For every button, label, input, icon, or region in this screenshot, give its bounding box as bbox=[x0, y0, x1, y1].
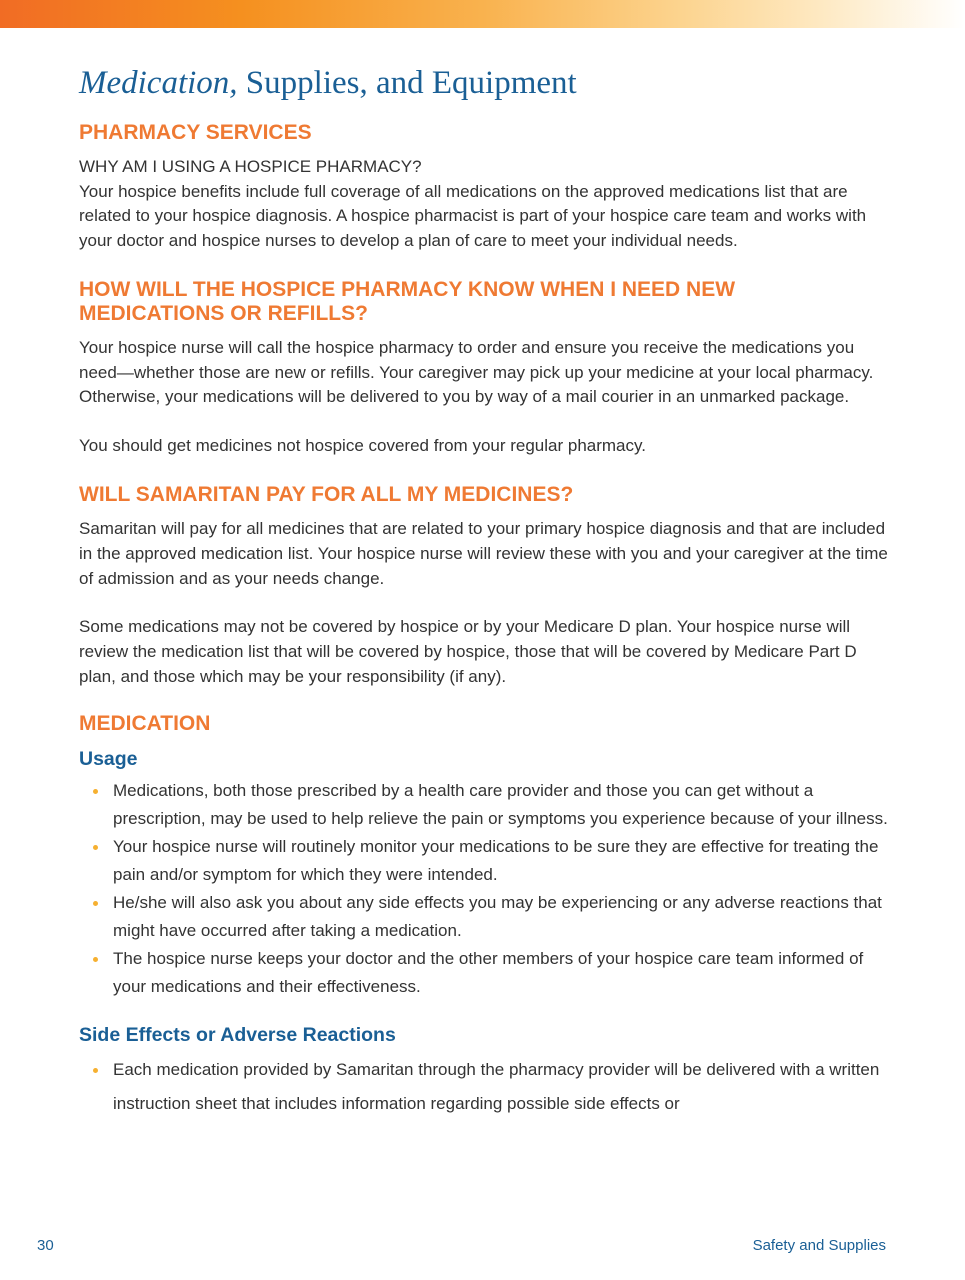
heading-refills-line2: MEDICATIONS OR REFILLS? bbox=[79, 301, 368, 325]
heading-medication: MEDICATION bbox=[79, 711, 211, 735]
heading-refills bbox=[79, 278, 894, 326]
list-item bbox=[79, 1053, 894, 1121]
pharmacy-body: Your hospice benefits include full coverage of all medications on the approved medications list that are related to your hospice diagnosis. A hospice pharmacist is part of your hospice care team and works with your doctor and hospice nurses to develop a plan of care to meet your individual needs. bbox=[79, 181, 867, 251]
heading-side-effects: Side Effects or Adverse Reactions bbox=[79, 1023, 396, 1046]
list-item-text: Each medication provided by Samaritan through the pharmacy provider will be delivered with a written instruction sheet that includes information regarding possible side effects or bbox=[113, 1059, 880, 1113]
page-content bbox=[79, 60, 894, 1121]
page-number: 30 bbox=[37, 1237, 54, 1254]
header-gradient-bar bbox=[0, 0, 965, 28]
side-effects-list bbox=[79, 1053, 894, 1121]
bullet-icon bbox=[93, 1068, 98, 1073]
heading-refills-line1: HOW WILL THE HOSPICE PHARMACY KNOW WHEN I NEED NEW bbox=[79, 277, 736, 301]
list-item bbox=[79, 889, 894, 945]
bullet-icon bbox=[93, 789, 98, 794]
page-title bbox=[79, 60, 894, 106]
list-item-text: He/she will also ask you about any side effects you may be experiencing or any adverse reactions that might have occurred after taking a medication. bbox=[113, 892, 882, 940]
pay-para-1: Samaritan will pay for all medicines that are related to your primary hospice diagnosis and that are included in the approved medication list. Your hospice nurse will review these with you and your caregiver at the time of admission and as your needs change. bbox=[79, 519, 888, 588]
bullet-icon bbox=[93, 901, 98, 906]
heading-usage: Usage bbox=[79, 747, 138, 770]
pay-para-2: Some medications may not be covered by hospice or by your Medicare D plan. Your hospice nurse will review the medication list that will be covered by hospice, those that will be covered by Medicare Part D plan, and those which may be your responsibility (if any). bbox=[79, 617, 857, 687]
list-item bbox=[79, 945, 894, 1001]
footer-section-name: Safety and Supplies bbox=[752, 1237, 886, 1254]
page-title-rest: Supplies, and Equipment bbox=[237, 65, 577, 101]
bullet-icon bbox=[93, 845, 98, 850]
usage-list bbox=[79, 777, 894, 1001]
list-item bbox=[79, 833, 894, 889]
list-item-text: Your hospice nurse will routinely monitor your medications to be sure they are effective for treating the pain and/or symptom for which they were intended. bbox=[113, 836, 879, 884]
page-title-italic: Medication, bbox=[79, 65, 238, 101]
list-item-text: The hospice nurse keeps your doctor and the other members of your hospice care team informed of your medications and their effectiveness. bbox=[113, 948, 864, 996]
refills-para-2: You should get medicines not hospice covered from your regular pharmacy. bbox=[79, 436, 646, 456]
heading-samaritan-pay: WILL SAMARITAN PAY FOR ALL MY MEDICINES? bbox=[79, 483, 574, 507]
heading-pharmacy-services: PHARMACY SERVICES bbox=[79, 121, 312, 144]
list-item-text: Medications, both those prescribed by a health care provider and those you can get without a prescription, may be used to help relieve the pain or symptoms you experience because of your illness. bbox=[113, 780, 888, 828]
refills-para-1: Your hospice nurse will call the hospice pharmacy to order and ensure you receive the medications you need—whether those are new or refills. Your caregiver may pick up your medicine at your local pharmacy. Otherwise, your medications will be delivered to you by way of a mail courier in an unmarked package. bbox=[79, 337, 874, 407]
list-item bbox=[79, 777, 894, 833]
subquestion-why-hospice-pharmacy: WHY AM I USING A HOSPICE PHARMACY? bbox=[79, 157, 422, 176]
bullet-icon bbox=[93, 957, 98, 962]
